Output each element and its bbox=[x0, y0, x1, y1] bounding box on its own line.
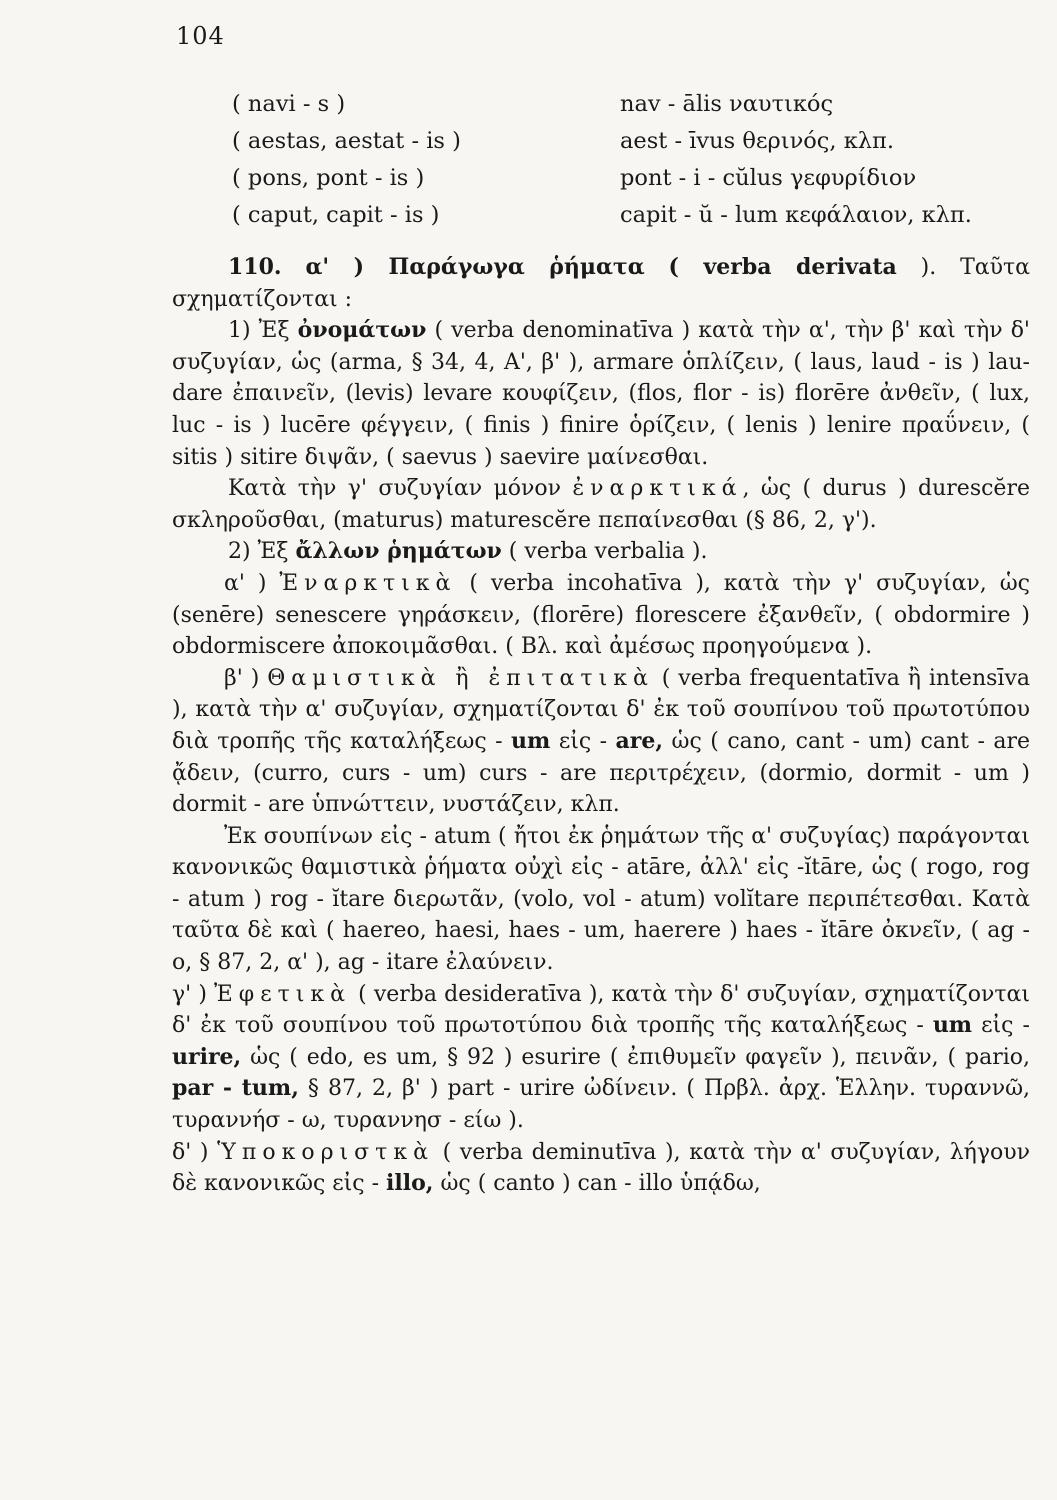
item-lead: 1) Ἐξ bbox=[228, 318, 290, 344]
item-keyword: ἄλλων ῥημάτων bbox=[295, 538, 502, 565]
item-lead: 2) Ἐξ bbox=[228, 539, 289, 565]
example-pairs bbox=[232, 86, 992, 234]
item-lead: α' ) bbox=[224, 570, 267, 596]
item-bold-ending: par - tum, bbox=[172, 1075, 299, 1102]
example-pair bbox=[232, 86, 992, 123]
item-text: ( verba desideratīva ), κατὰ τὴν δ' συζυγίαν, σχηματίζονται δ' ἐκ τοῦ σουπίνου τοῦ πρωτοτύπου διὰ τροπῆς τῆς καταλήξεως - bbox=[172, 981, 1031, 1039]
item-bold-ending: illo, bbox=[386, 1170, 434, 1197]
item-text: ( verba deminutīva ), κατὰ τὴν α' συζυγίαν, λήγουν δὲ κανονικῶς εἰς - bbox=[172, 1139, 1030, 1197]
pair-left: ( navi - s ) bbox=[232, 91, 346, 117]
paragraph-inchoative-note bbox=[172, 473, 1030, 536]
item-text: ( verba frequentatīva ἢ intensīva ), κατὰ τὴν α' συζυγίαν, σχηματίζονται δ' ἐκ τοῦ σουπίνου τοῦ πρωτοτύπου διὰ τροπῆς τῆς καταλήξεως - bbox=[172, 665, 1030, 754]
paragraph-denominative bbox=[172, 315, 1030, 473]
example-pair bbox=[232, 197, 992, 234]
section-number: 110. bbox=[228, 254, 282, 280]
item-text: εἰς - bbox=[558, 728, 608, 754]
pair-right: pont - i - cŭlus γεφυρίδιον bbox=[620, 165, 917, 191]
paragraph-beta bbox=[172, 663, 1030, 821]
item-spaced-term: Ἐναρκτικὰ bbox=[279, 570, 457, 596]
pair-right: capit - ŭ - lum κεφάλαιον, κλπ. bbox=[620, 202, 972, 228]
item-text: , ὡς ( durus ) durescĕre σκληροῦσθαι, (maturus) maturescĕre πεπαίνεσθαι (§ 86, 2, γ'). bbox=[172, 476, 1030, 533]
example-pair bbox=[232, 160, 992, 197]
pair-left: ( caput, capit - is ) bbox=[232, 202, 440, 228]
item-keyword: ὀνομάτων bbox=[297, 317, 427, 344]
pair-right: nav - ālis ναυτικός bbox=[620, 91, 834, 117]
item-text: εἰς - bbox=[981, 1013, 1030, 1039]
section-title: α' ) Παράγωγα ῥήματα bbox=[305, 254, 645, 280]
page-number: 104 bbox=[176, 22, 225, 50]
pair-left: ( pons, pont - is ) bbox=[232, 165, 425, 191]
item-text: Ἐκ σουπίνων εἰς - atum ( ἤτοι ἐκ ῥημάτων τῆς α' συζυγίας) παράγονται κανονικῶς θαμιστικὰ ῥήματα οὐχὶ εἰς - atāre, ἀλλ' εἰς -ĭtāre, ὡς ( rogo, rog - atum ) rog - ĭtare διερωτᾶν, (volo, vol - atum) volĭtare περιπέτεσθαι. Κατὰ ταῦτα δὲ καὶ ( haereo, haesi, haes - um, haerere ) haes - ĭtāre ὀκνεῖν, ( ag - o, § 87, 2, α' ), ag - itare ἐλαύνειν. bbox=[172, 823, 1030, 976]
item-text: ὡς ( canto ) can - illo ὑπᾴδω, bbox=[440, 1171, 761, 1197]
paragraph-gamma bbox=[172, 979, 1030, 1137]
pair-left: ( aestas, aestat - is ) bbox=[232, 128, 461, 154]
item-lead: Κατὰ τὴν γ' συζυγίαν μόνον bbox=[228, 476, 561, 502]
main-text bbox=[172, 252, 1030, 1200]
paragraph-verbal bbox=[172, 536, 1030, 568]
pair-right: aest - īvus θερινός, κλπ. bbox=[620, 128, 894, 154]
item-spaced-term: ἐναρκτικά bbox=[572, 476, 743, 502]
item-text: § 87, 2, β' ) part - urire ὠδίνειν. ( Πρβλ. ἀρχ. Ἑλλην. τυραννῶ, τυραννήσ - ω, τυραννησ - είω ). bbox=[172, 1076, 1030, 1134]
item-lead: γ' ) bbox=[172, 981, 207, 1007]
item-text: ὡς ( edo, es um, § 92 ) esurire ( ἐπιθυμεῖν φαγεῖν ), πεινᾶν, ( pario, bbox=[250, 1044, 1030, 1070]
example-pair bbox=[232, 123, 992, 160]
item-bold-ending: um bbox=[932, 1012, 973, 1039]
section-title-latin: ( verba derivata bbox=[668, 254, 897, 280]
item-lead: β' ) bbox=[224, 665, 260, 691]
item-bold-ending: um bbox=[511, 727, 551, 754]
paragraph-alpha bbox=[172, 568, 1030, 663]
item-text: ὡς ( cano, cant - um) cant - are ᾄδειν, (curro, curs - um) curs - are περιτρέχειν, (dormio, dormit - um ) dormit - are ὑπνώττειν, νυστάζειν, κλπ. bbox=[172, 728, 1031, 818]
section-intro: ). Ταῦτα σχηματίζονται : bbox=[172, 255, 1030, 312]
item-spaced-term: Ἐφετικὰ bbox=[214, 981, 352, 1007]
item-lead: δ' ) bbox=[172, 1139, 209, 1165]
item-text: ( verba verbalia ). bbox=[508, 539, 708, 565]
item-bold-ending: are, bbox=[615, 727, 664, 754]
item-spaced-term: Θαμιστικὰ ἢ ἐπιτατικὰ bbox=[267, 665, 654, 691]
item-spaced-term: Ὑποκοριστκὰ bbox=[217, 1139, 434, 1165]
paragraph-frequentative-note bbox=[172, 821, 1030, 979]
section-heading bbox=[172, 252, 1030, 315]
paragraph-delta bbox=[172, 1137, 1030, 1200]
item-text: ( verba denominatīva ) κατὰ τὴν α', τὴν β' καὶ τὴν δ' συζυγίαν, ὡς (arma, § 34, 4, A', β' ), armare ὁπλίζειν, ( laus, laud - is ) lau-dare ἐπαινεῖν, (levis) levare κουφίζειν, (flos, flor - is) florēre ἀνθεῖν, ( lux, luc - is ) lucēre φέγγειν, ( finis ) finire ὁρίζειν, ( lenis ) lenire πραΰνειν, ( sitis ) sitire διψᾶν, ( saevus ) saevire μαίνεσθαι. bbox=[172, 318, 1030, 470]
item-text: ( verba incohatīva ), κατὰ τὴν γ' συζυγίαν, ὡς (senēre) senescere γηράσκειν, (florēre) florescere ἐξανθεῖν, ( obdormire ) obdormiscere ἀποκοιμᾶσθαι. ( Βλ. καὶ ἀμέσως προηγούμενα ). bbox=[172, 570, 1030, 660]
item-bold-ending: urire, bbox=[172, 1043, 242, 1070]
